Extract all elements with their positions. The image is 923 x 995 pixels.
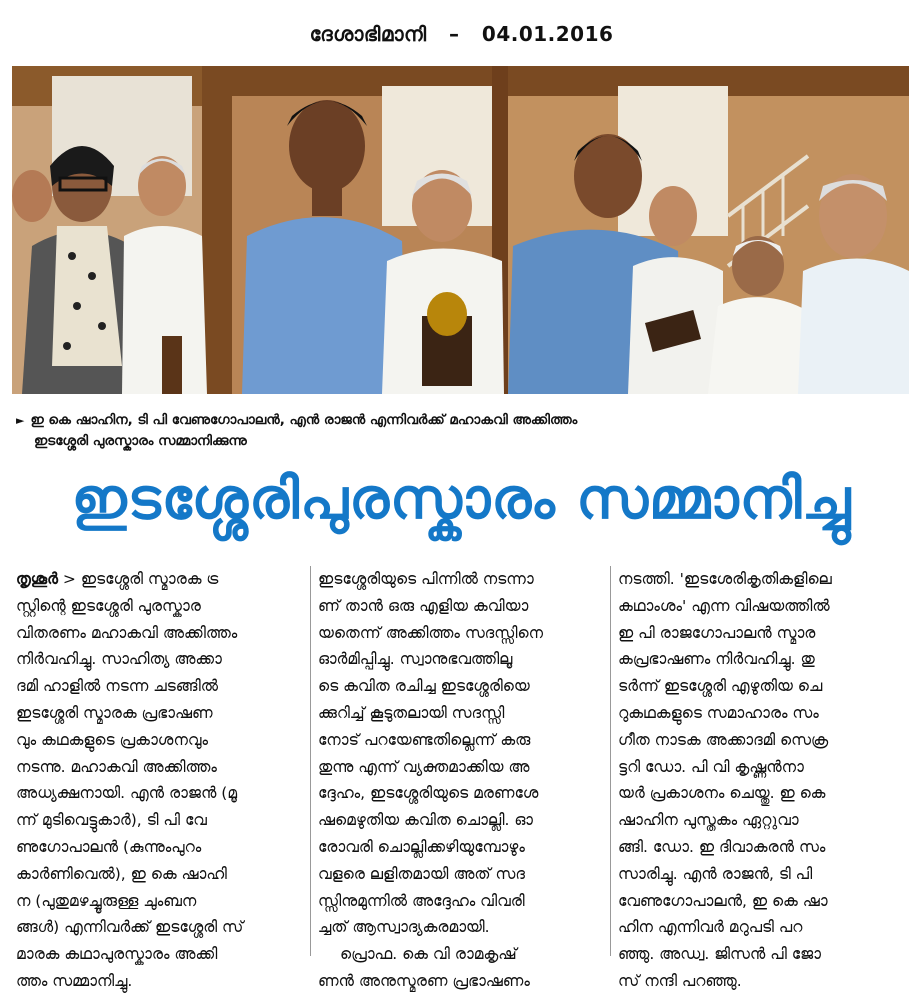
article-line: തൃശൂർ > ഇടശ്ശേരി സ്മാരക ട്ര [16, 570, 219, 588]
column-divider [310, 566, 311, 956]
article-line: ങ്ങൾ) എന്നിവർക്ക് ഇടശ്ശേരി സ് [16, 918, 244, 937]
article-line: യതെന്ന് അക്കിത്തം സദസ്സിനെ [318, 623, 543, 642]
article-line: നടത്തി. 'ഇടശേരികൃതികളിലെ [618, 570, 832, 588]
masthead [0, 22, 923, 46]
article-line: ദമി ഹാളിൽ നടന്ന ചടങ്ങിൽ [16, 677, 219, 696]
dateline: തൃശൂർ [16, 570, 58, 588]
article-line: ച്ചത് ആസ്വാദ്യകരമായി. [318, 918, 490, 937]
article-line: വേണുഗോപാലൻ, ഇ കെ ഷാ [618, 891, 828, 910]
article-line: ട്ടറി ഡോ. പി വി കൃഷ്ണൻനാ [618, 757, 804, 776]
article-line: ണുഗോപാലൻ (കുന്നുംപുറം [16, 837, 202, 856]
article-column-1 [16, 566, 306, 995]
article-line: സ്റ്റിന്റെ ഇടശ്ശേരി പുരസ്കാര [16, 596, 201, 615]
article-line: ഹിന എന്നിവർ മറുപടി പറ [618, 918, 803, 937]
article-line: വും കഥകളുടെ പ്രകാശനവും [16, 730, 208, 749]
article-line: വളരെ ലളിതമായി അത് സദ [318, 864, 525, 883]
article-line: ങ്ങി. ഡോ. ഇ ദിവാകരൻ സം [618, 837, 826, 856]
paper-date: 04.01.2016 [481, 22, 614, 46]
article-line: നോട് പറയേണ്ടതില്ലെന്ന് കരു [318, 730, 531, 749]
article-line: പ്രൊഫ. കെ വി രാമകൃഷ് [340, 945, 517, 964]
article-line: രോവരി ചൊല്ലിക്കഴിയുമ്പോഴും [318, 837, 525, 856]
article-column-3 [618, 566, 908, 995]
article-column-2 [318, 566, 608, 995]
article-line: നടന്നു. മഹാകവി അക്കിത്തം [16, 757, 217, 776]
article-line: സ് നന്ദി പറഞ്ഞു. [618, 971, 742, 990]
photo-caption [16, 410, 896, 451]
article-line: ടെ കവിത രചിച്ച ഇടശ്ശേരിയെ [318, 677, 530, 696]
article-line: മാരക കഥാപുരസ്കാരം അക്കി [16, 945, 218, 964]
caption-line-2: ഇടശ്ശേരി പുരസ്കാരം സമ്മാനിക്കുന്നു [34, 433, 247, 449]
headline: ഇടശ്ശേരിപുരസ്കാരം സമ്മാനിച്ചു [71, 467, 852, 532]
article-line: കപ്രഭാഷണം നിർവഹിച്ചു. തു [618, 650, 815, 669]
article-line: ക്കുറിച്ച് കൂടുതലായി സദസ്സി [318, 703, 505, 722]
article-line: സ്സിനുമുന്നിൽ അദ്ദേഹം വിവരി [318, 891, 525, 910]
article-line: ഇ പി രാജഗോപാലൻ സ്മാര [618, 623, 816, 642]
article-line: ദ്ദേഹം, ഇടശ്ശേരിയുടെ മരണശേ [318, 784, 539, 803]
article-line: നിർവഹിച്ചു. സാഹിത്യ അക്കാ [16, 650, 222, 669]
photo-3 [508, 66, 909, 394]
article-line: റുകഥകളുടെ സമാഹാരം സം [618, 703, 819, 722]
article-line: ഇടശ്ശേരിയുടെ പിന്നിൽ നടന്നാ [318, 570, 534, 588]
masthead-separator: – [449, 22, 460, 46]
article-line: ന (പുതുമഴച്ചൂരുള്ള ചുംബന [16, 891, 197, 910]
article-line: വിതരണം മഹാകവി അക്കിത്തം [16, 623, 238, 642]
article-line: ഗീത നാടക അക്കാദമി സെക്ര [618, 730, 829, 749]
article-line: സാരിച്ചു. എൻ രാജൻ, ടി പി [618, 864, 813, 883]
photo-strip [12, 66, 909, 394]
article-line: ഷമെഴുതിയ കവിത ചൊല്ലി. ഓ [318, 811, 533, 830]
paper-name: ദേശാഭിമാനി [309, 22, 427, 46]
column-divider [610, 566, 611, 956]
article-line: കഥാംശം' എന്ന വിഷയത്തിൽ [618, 596, 830, 615]
article-line: അധ്യക്ഷനായി. എൻ രാജൻ (മൂ [16, 784, 238, 803]
article-line: കാർണിവെൽ), ഇ കെ ഷാഹി [16, 864, 227, 883]
article-line: തുന്നു എന്ന് വ്യക്തമാക്കിയ അ [318, 757, 530, 776]
article-line: ണ് താൻ ഒരു എളിയ കവിയാ [318, 596, 529, 615]
article-line: യർ പ്രകാശനം ചെയ്തു. ഇ കെ [618, 784, 826, 803]
article-line: ത്തം സമ്മാനിച്ചു. [16, 971, 133, 990]
article-line: ഇടശ്ശേരി സ്മാരക പ്രഭാഷണ [16, 703, 213, 722]
article-line: ഞ്ഞു. അഡ്വ. ജിസൻ പി ജോ [618, 945, 821, 964]
caption-arrow-icon: ► [16, 414, 25, 427]
article-line: ഷാഹിന പുസ്തകം ഏറ്റുവാ [618, 811, 799, 830]
photo-1 [12, 66, 232, 394]
article-line: ന്ന് മുടിവെട്ടുകാർ), ടി പി വേ [16, 811, 207, 830]
photo-2 [232, 66, 508, 394]
article-line: ഓർമിപ്പിച്ചു. സ്വാനുഭവത്തിലൂ [318, 650, 513, 669]
article-line: ടർന്ന് ഇടശ്ശേരി എഴുതിയ ചെ [618, 677, 823, 696]
caption-line-1: ഇ കെ ഷാഹിന, ടി പി വേണുഗോപാലൻ, എൻ രാജൻ എന്നിവർക്ക് മഹാകവി അക്കിത്തം [30, 412, 578, 428]
article-line: ണൻ അനുസ്മരണ പ്രഭാഷണം [318, 971, 530, 990]
